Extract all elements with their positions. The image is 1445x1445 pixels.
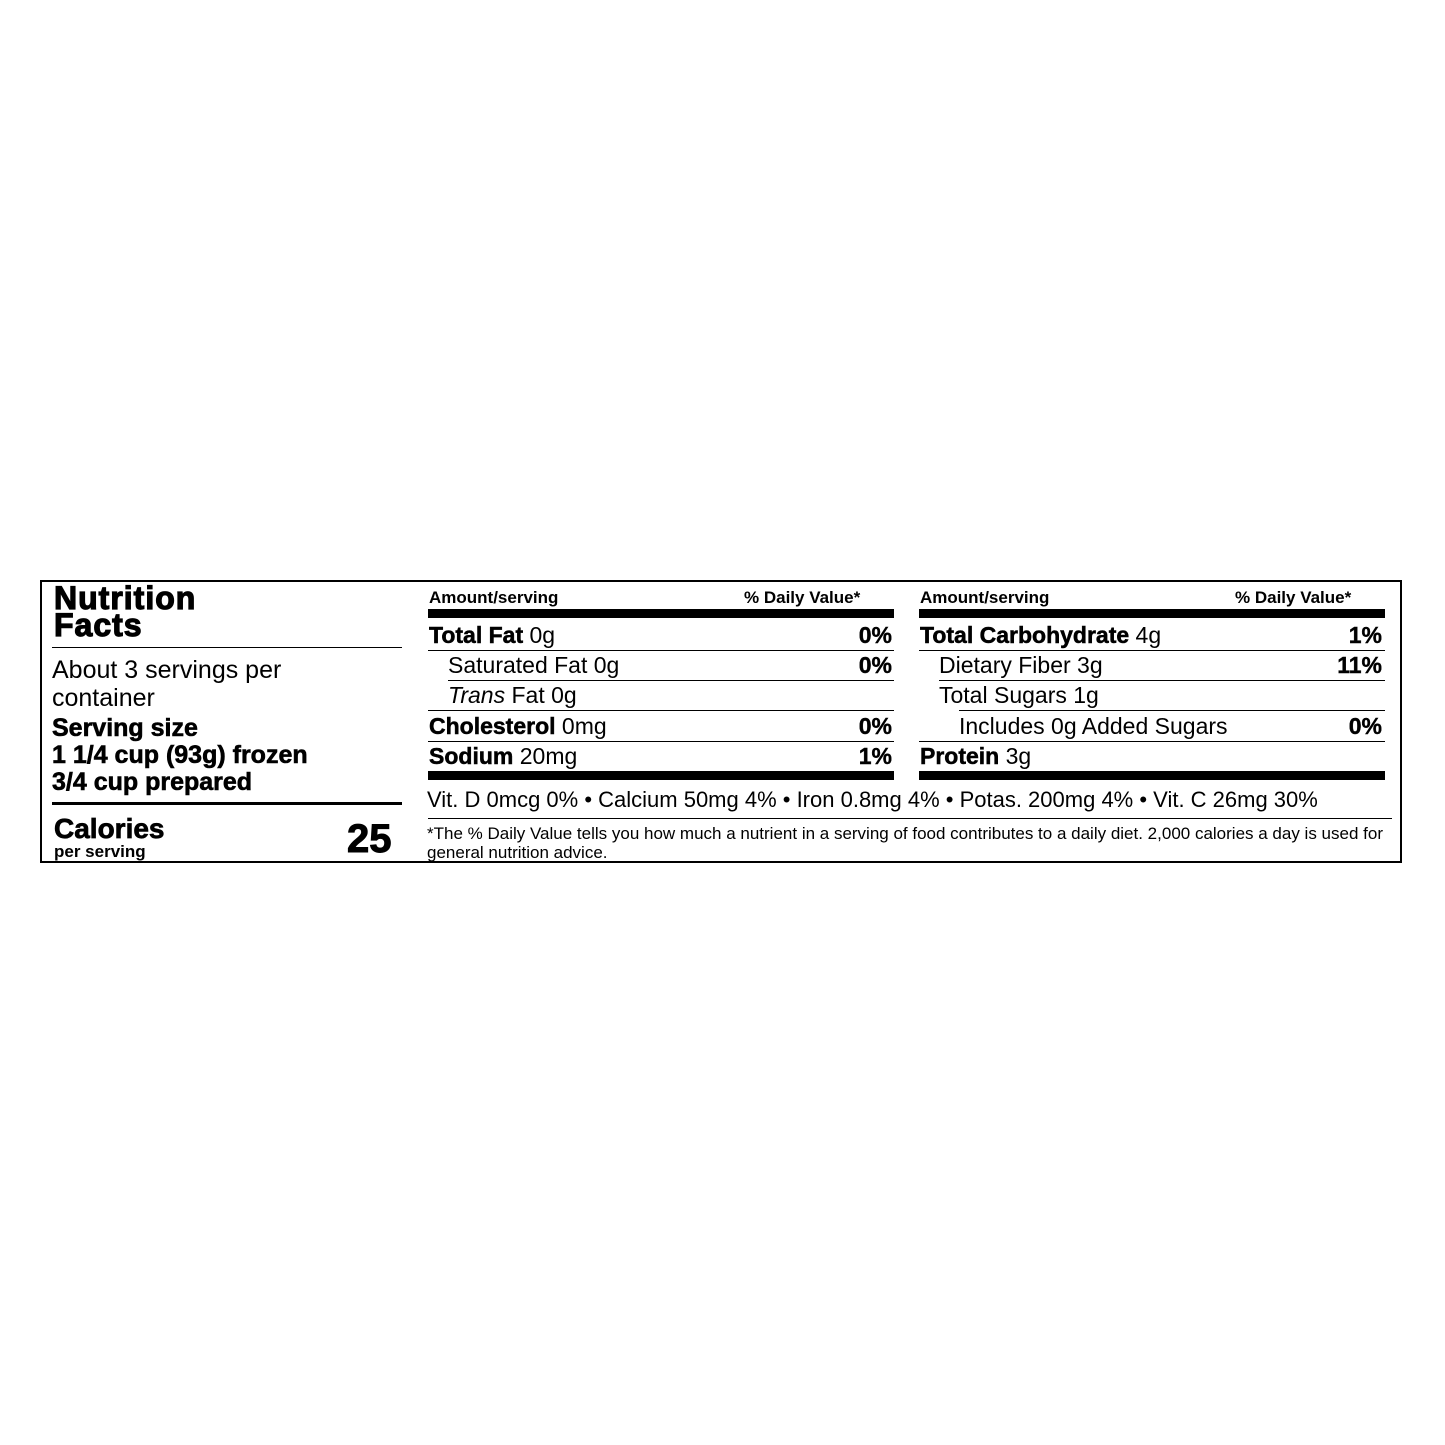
row-divider [959,710,1385,711]
vitamins-minerals: Vit. D 0mcg 0% • Calcium 50mg 4% • Iron 0.8mg 4% • Potas. 200mg 4% • Vit. C 26mg 30% [427,787,1318,812]
nutrient-amount: 3g [1005,743,1032,769]
calories-sub: per serving [54,842,146,861]
dv-sodium: 1% [858,743,892,769]
serving-size [52,715,308,796]
nutrient-name: Includes 0g Added Sugars [959,713,1228,739]
dv-added-sugars: 0% [1348,713,1382,739]
nutrient-name: Cholesterol [429,713,556,739]
row-protein [920,745,1031,768]
nutrient-name-italic: Trans [448,682,506,708]
left-amount-header: Amount/serving [429,588,559,607]
row-total-carbohydrate [920,624,1161,647]
daily-value-footnote: *The % Daily Value tells you how much a nutrient in a serving of food contributes to a daily diet. 2,000 calories a day is used for general nutrition advice. [427,824,1383,862]
nutrient-amount: 1g [1073,682,1099,708]
vitamins-divider [428,818,1392,819]
row-cholesterol [429,715,607,738]
title-line-1: Nutrition [54,580,197,616]
divider [52,647,402,648]
left-bottom-bar [428,771,894,780]
right-bottom-bar [919,771,1385,780]
row-divider [428,710,894,711]
nutrient-amount: 0g [529,622,556,648]
nutrient-name: Saturated Fat [448,652,588,678]
nutrient-name: Fat [511,682,545,708]
row-dietary-fiber [939,654,1103,677]
nutrient-amount: 3g [1077,652,1103,678]
row-divider [428,650,894,651]
row-saturated-fat [448,654,619,677]
nutrient-name: Sodium [429,743,514,769]
serving-size-label: Serving size [52,714,198,742]
nutrient-name: Total Sugars [939,682,1067,708]
nutrient-name: Total Fat [429,622,524,648]
thick-divider [52,802,402,805]
row-sodium [429,745,577,768]
row-total-sugars [939,684,1099,707]
nutrient-name: Dietary Fiber [939,652,1071,678]
servings-per-container: About 3 servings per container [52,656,282,712]
serving-size-line-1: 1 1/4 cup (93g) frozen [52,741,308,769]
serving-size-line-2: 3/4 cup prepared [52,768,253,796]
nutrient-amount: 0g [551,682,577,708]
row-divider [919,741,1385,742]
nutrient-name: Protein [920,743,1000,769]
nutrient-amount: 4g [1135,622,1162,648]
row-total-fat [429,624,555,647]
dv-total-fat: 0% [858,622,892,648]
title-line-2: Facts [54,607,143,643]
right-amount-header: Amount/serving [920,588,1050,607]
calories-label: Calories [54,813,165,844]
row-added-sugars [959,715,1228,738]
calories-value: 25 [347,817,392,861]
nutrient-amount: 0mg [561,713,607,739]
dv-total-carbohydrate: 1% [1348,622,1382,648]
row-divider [939,680,1385,681]
row-trans-fat [448,684,577,707]
nutrient-amount: 0g [593,652,620,678]
row-divider [428,741,894,742]
row-divider [919,650,1385,651]
right-dv-header: % Daily Value* [1235,588,1352,607]
nutrient-name: Total Carbohydrate [920,622,1130,648]
row-divider [448,680,894,681]
nutrient-amount: 20mg [519,743,578,769]
dv-dietary-fiber: 11% [1337,652,1382,678]
left-dv-header: % Daily Value* [744,588,861,607]
label-title [54,580,197,643]
dv-cholesterol: 0% [858,713,892,739]
left-header-bar [428,609,894,618]
dv-saturated-fat: 0% [858,652,892,678]
right-header-bar [919,609,1385,618]
nutrition-facts-label [40,580,1402,863]
